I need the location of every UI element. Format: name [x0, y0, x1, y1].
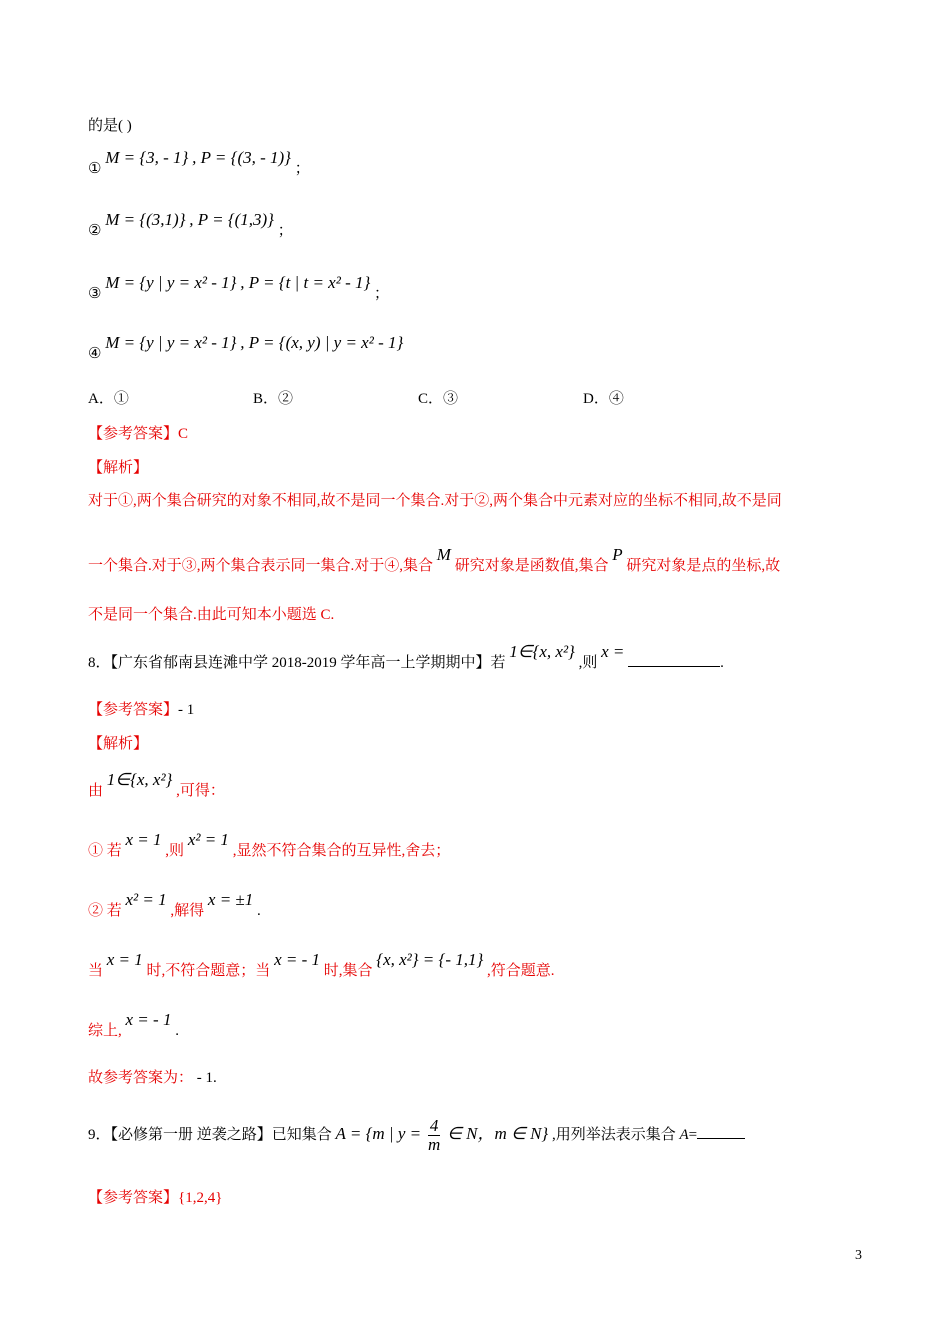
analysis-math: x = ±1 — [207, 890, 254, 909]
q7-item-3 — [88, 273, 390, 304]
answer-value: C — [178, 426, 189, 442]
q8-analysis-label: 【解析】 — [88, 736, 149, 752]
q7-analysis-line-2 — [88, 545, 781, 576]
q9-answer — [88, 1188, 222, 1208]
q7-item-2 — [88, 210, 293, 241]
q8-variable: x = — [601, 642, 625, 661]
q9-stem-text: 9．【必修第一册 逆袭之路】已知集合 — [88, 1127, 332, 1143]
analysis-text: ,显然不符合集合的互异性,舍去； — [232, 843, 451, 859]
item-marker: ④ — [88, 346, 102, 362]
analysis-math: x = - 1 — [125, 1010, 172, 1029]
item-set-M: M = {3, - 1} — [105, 148, 189, 167]
analysis-text: ,则 — [165, 843, 185, 859]
item-set-M: M = {(3,1)} — [105, 210, 186, 229]
answer-label: 【参考答案】 — [88, 1190, 179, 1206]
analysis-text: 由 — [88, 783, 104, 799]
analysis-text: . — [257, 903, 261, 919]
item-marker: ① — [88, 161, 102, 177]
q8-stem-text-2: ,则 — [578, 655, 598, 671]
q9-fraction-denominator: m — [427, 1135, 441, 1155]
item-marker: ③ — [88, 286, 102, 302]
analysis-math-P: P — [612, 545, 623, 564]
item-set-P: , P = {t | t = x² - 1} — [240, 273, 371, 292]
q8-condition: 1∈{x, x²} — [509, 642, 575, 661]
analysis-math: {x, x²} = {- 1,1} — [376, 950, 484, 969]
item-end: ； — [277, 223, 293, 239]
q8-analysis-line-5 — [88, 1010, 179, 1041]
answer-value: - 1 — [178, 702, 195, 718]
item-end: ； — [294, 161, 310, 177]
q8-analysis-line-2 — [88, 830, 451, 861]
analysis-text: . — [175, 1023, 179, 1039]
answer-label: 【参考答案】 — [88, 702, 179, 718]
item-set-P: , P = {(3, - 1)} — [192, 148, 291, 167]
analysis-math: x = - 1 — [274, 950, 320, 969]
analysis-text: ② 若 — [88, 903, 122, 919]
q9-fraction-numerator: 4 — [429, 1116, 439, 1136]
option-d: D．④ — [583, 391, 624, 407]
analysis-math: x² = 1 — [125, 890, 167, 909]
analysis-text: 时,不符合题意；当 — [146, 963, 271, 979]
analysis-text-c: 研究对象是点的坐标,故 — [626, 558, 781, 574]
analysis-text: ① 若 — [88, 843, 122, 859]
q7-analysis-label: 【解析】 — [88, 460, 149, 476]
page-number: 3 — [855, 1248, 862, 1263]
q8-answer — [88, 700, 194, 720]
q8-stem-text: 8．【广东省郁南县连滩中学 2018-2019 学年高一上学期期中】若 — [88, 655, 506, 671]
q9-stem — [88, 1116, 745, 1154]
q8-answer-blank[interactable] — [628, 652, 720, 667]
q8-analysis-line-3 — [88, 890, 261, 921]
analysis-text: 故参考答案为： — [88, 1070, 194, 1086]
analysis-math: x = 1 — [125, 830, 162, 849]
answer-value: {1,2,4} — [178, 1190, 223, 1206]
item-set-P: , P = {(x, y) | y = x² - 1} — [240, 333, 404, 352]
option-c: C．③ — [418, 391, 459, 407]
analysis-text: 当 — [88, 963, 104, 979]
item-set-P: , P = {(1,3)} — [189, 210, 274, 229]
analysis-math-M: M — [436, 545, 451, 564]
item-set-M: M = {y | y = x² - 1} — [105, 333, 237, 352]
q8-analysis-line-1 — [88, 770, 225, 801]
item-end: ； — [374, 286, 390, 302]
q7-analysis-line-1: 对于①,两个集合研究的对象不相同,故不是同一个集合.对于②,两个集合中元素对应的坐标不相同,故不是同 — [88, 493, 782, 509]
analysis-text: ,符合题意. — [487, 963, 555, 979]
q8-analysis-line-4 — [88, 950, 555, 981]
q7-analysis-line-3: 不是同一个集合.由此可知本小题选 C. — [88, 607, 335, 623]
q7-item-4 — [88, 333, 404, 364]
analysis-math: x² = 1 — [187, 830, 229, 849]
q9-answer-blank[interactable] — [697, 1124, 745, 1139]
q9-stem-text-2: ,用列举法表示集合 — [551, 1127, 676, 1143]
analysis-math: - 1. — [196, 1070, 217, 1086]
q9-set-right: ∈ N，m ∈ N} — [447, 1124, 549, 1143]
q7-answer — [88, 424, 188, 444]
analysis-text: 时,集合 — [323, 963, 373, 979]
q8-end: . — [720, 655, 724, 671]
q8-stem — [88, 642, 724, 673]
analysis-math: 1∈{x, x²} — [106, 770, 173, 789]
analysis-text: ,解得 — [170, 903, 205, 919]
q9-fraction — [428, 1117, 441, 1154]
analysis-text: 综上, — [88, 1023, 122, 1039]
q7-stem-tail: 的是( ) — [88, 118, 132, 134]
q8-analysis-line-6 — [88, 1068, 217, 1088]
option-b: B．② — [253, 391, 294, 407]
q7-item-1 — [88, 148, 310, 179]
analysis-text-a: 一个集合.对于③,两个集合表示同一集合.对于④,集合 — [88, 558, 434, 574]
item-marker: ② — [88, 223, 102, 239]
q9-variable: A — [679, 1127, 689, 1143]
analysis-text: ,可得： — [176, 783, 225, 799]
q9-set-left: A = {m | y = — [335, 1124, 422, 1143]
option-a: A．① — [88, 391, 129, 407]
q9-equals: = — [688, 1127, 698, 1143]
analysis-math: x = 1 — [106, 950, 143, 969]
answer-label: 【参考答案】 — [88, 426, 179, 442]
analysis-text-b: 研究对象是函数值,集合 — [454, 558, 609, 574]
item-set-M: M = {y | y = x² - 1} — [105, 273, 237, 292]
